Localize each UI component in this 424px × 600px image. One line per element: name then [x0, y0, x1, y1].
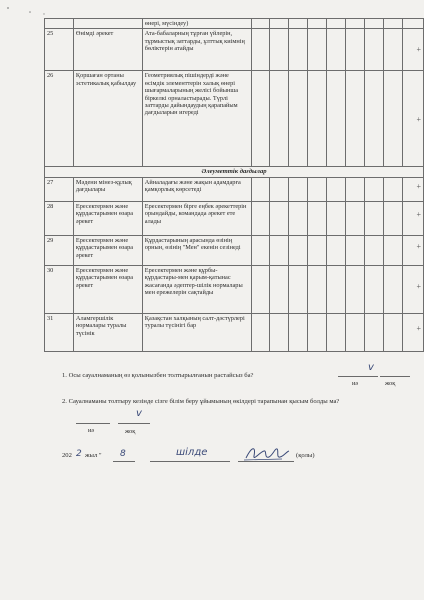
blank-cell — [251, 19, 270, 29]
plus-mark: + — [416, 281, 421, 291]
blank-cell — [346, 71, 365, 167]
blank-cell — [346, 313, 365, 351]
blank-cell — [308, 29, 327, 71]
mark-cell — [402, 201, 423, 235]
row-skill-name: Мәдени мінез-құлық дағдылары — [73, 177, 142, 201]
q1-yes-line — [338, 376, 378, 377]
row-skill-name: Ересектермен және құрдастарымен өзара әрекет — [73, 201, 142, 235]
blank-cell — [327, 71, 346, 167]
mark-cell — [402, 265, 423, 313]
blank-cell — [327, 313, 346, 351]
plus-mark: + — [416, 323, 421, 333]
row-skill-name — [73, 19, 142, 29]
blank-cell — [289, 177, 308, 201]
row-description: Ересектермен және құрбы-құрдастары-мен қарым-қатынас жасағанда әдептер-шілік нормалары мен ережелерін сақтайды — [142, 265, 251, 313]
date-year-suffix: жыл " — [85, 452, 102, 459]
row-description: Геометриялық пішіндерді және өсімдік элементтерін халық өнері шығармаларының желісі бойынша біркелкі орналастырады. Түрлі заттарды дайындаудың қарапайым дағдыларын игереді — [142, 71, 251, 167]
blank-cell — [346, 19, 365, 29]
mark-cell — [402, 235, 423, 265]
blank-cell — [308, 71, 327, 167]
row-number: 25 — [45, 29, 74, 71]
blank-cell — [289, 313, 308, 351]
blank-cell — [327, 29, 346, 71]
q2-no-label: жоқ — [125, 428, 136, 435]
blank-cell — [270, 29, 289, 71]
mark-cell — [402, 29, 423, 71]
blank-cell — [383, 19, 402, 29]
row-description: Ата-бабаларның тұрған үйлерін, тұрмыстық заттарды, ұлттық киімнің бөліктерін атайды — [142, 29, 251, 71]
table-row — [45, 313, 424, 351]
blank-cell — [289, 29, 308, 71]
blank-cell — [365, 177, 384, 201]
blank-cell — [251, 235, 270, 265]
q2-yes-label: иә — [88, 427, 95, 434]
table-row — [45, 201, 424, 235]
mark-cell — [402, 313, 423, 351]
blank-cell — [365, 29, 384, 71]
signature-label: (қолы) — [296, 452, 315, 459]
row-number: 26 — [45, 71, 74, 167]
row-number: 31 — [45, 313, 74, 351]
blank-cell — [327, 177, 346, 201]
blank-cell — [270, 313, 289, 351]
row-skill-name: Өнімді әрекет — [73, 29, 142, 71]
blank-cell — [327, 201, 346, 235]
q1-answer-mark: v — [368, 362, 374, 373]
blank-cell — [270, 71, 289, 167]
plus-mark: + — [416, 45, 421, 55]
blank-cell — [365, 235, 384, 265]
table-row — [45, 235, 424, 265]
date-year-handwritten: 2 — [76, 449, 82, 459]
blank-cell — [251, 313, 270, 351]
plus-mark: + — [416, 181, 421, 191]
blank-cell — [365, 201, 384, 235]
blank-cell — [289, 265, 308, 313]
blank-cell — [346, 235, 365, 265]
row-number: 27 — [45, 177, 74, 201]
blank-cell — [270, 265, 289, 313]
date-day-handwritten: 8 — [120, 449, 126, 459]
q2-yes-line — [76, 423, 110, 424]
plus-mark: + — [416, 209, 421, 219]
blank-cell — [308, 201, 327, 235]
blank-cell — [346, 177, 365, 201]
blank-cell — [365, 313, 384, 351]
signature-line — [238, 461, 294, 462]
blank-cell — [383, 313, 402, 351]
section-header-row — [45, 167, 424, 177]
q1-no-label: жоқ — [385, 380, 396, 387]
blank-cell — [383, 265, 402, 313]
blank-cell — [365, 265, 384, 313]
blank-cell — [308, 235, 327, 265]
blank-cell — [289, 19, 308, 29]
q1-no-line — [380, 376, 410, 377]
section-title: Әлеуметтік дағдылар — [45, 167, 424, 177]
blank-cell — [270, 177, 289, 201]
blank-cell — [270, 235, 289, 265]
q2-answer-mark: v — [136, 408, 142, 419]
row-description: Ересектермен бірге еңбек әрекеттерін орындайды, командада әрекет ете алады — [142, 201, 251, 235]
row-description: Қазақстан халқының салт-дәстүрлері туралы түсінігі бар — [142, 313, 251, 351]
table-row — [45, 177, 424, 201]
blank-cell — [327, 235, 346, 265]
plus-mark: + — [416, 115, 421, 125]
blank-cell — [327, 19, 346, 29]
date-month-handwritten: шілде — [176, 447, 208, 458]
mark-cell — [402, 177, 423, 201]
row-description: өнері, мүсіндеу) — [142, 19, 251, 29]
blank-cell — [308, 19, 327, 29]
table-row — [45, 19, 424, 29]
row-number: 30 — [45, 265, 74, 313]
row-skill-name: Аламгершілік нормалары туралы түсінік — [73, 313, 142, 351]
row-number: 28 — [45, 201, 74, 235]
row-description: Айналадағы және жақын адамдарға қамқорлық көрсетеді — [142, 177, 251, 201]
date-year-prefix: 202 — [62, 452, 72, 459]
blank-cell — [383, 201, 402, 235]
row-skill-name: Ересектермен және құрдастарымен өзара әрекет — [73, 265, 142, 313]
row-skill-name: Қоршаған ортаны эстетикалық қабылдау — [73, 71, 142, 167]
date-month-line — [150, 461, 230, 462]
question-2: 2. Сауалнаманы толтыру кезінде сізге білім беру ұйымының өкілдері тарапынан қысым болды ма? — [62, 398, 340, 405]
row-description: Құрдастарының арасында өзінің орнын, өзінің "Мен" екенін сезінеді — [142, 235, 251, 265]
blank-cell — [251, 177, 270, 201]
blank-cell — [251, 29, 270, 71]
mark-cell — [402, 19, 423, 29]
table-row — [45, 265, 424, 313]
assessment-table — [44, 18, 424, 352]
blank-cell — [346, 201, 365, 235]
blank-cell — [383, 71, 402, 167]
blank-cell — [365, 19, 384, 29]
blank-cell — [346, 29, 365, 71]
mark-cell — [402, 71, 423, 167]
blank-cell — [289, 71, 308, 167]
blank-cell — [383, 235, 402, 265]
blank-cell — [270, 201, 289, 235]
blank-cell — [308, 265, 327, 313]
blank-cell — [251, 265, 270, 313]
scan-specks — [0, 0, 60, 24]
blank-cell — [365, 71, 384, 167]
row-skill-name: Ересектермен және құрдастарымен өзара әрекет — [73, 235, 142, 265]
plus-mark: + — [416, 241, 421, 251]
question-1: 1. Осы сауалнаманың өз қолынызбен толтырылғанын растайсыз ба? — [62, 372, 254, 379]
blank-cell — [308, 313, 327, 351]
blank-cell — [289, 235, 308, 265]
blank-cell — [289, 201, 308, 235]
blank-cell — [308, 177, 327, 201]
table-row — [45, 71, 424, 167]
blank-cell — [383, 177, 402, 201]
date-day-line — [113, 461, 135, 462]
blank-cell — [327, 265, 346, 313]
q2-no-line — [118, 423, 150, 424]
row-number: 29 — [45, 235, 74, 265]
blank-cell — [270, 19, 289, 29]
blank-cell — [251, 201, 270, 235]
blank-cell — [251, 71, 270, 167]
blank-cell — [383, 29, 402, 71]
table-row — [45, 29, 424, 71]
blank-cell — [346, 265, 365, 313]
q1-yes-label: иә — [352, 380, 359, 387]
